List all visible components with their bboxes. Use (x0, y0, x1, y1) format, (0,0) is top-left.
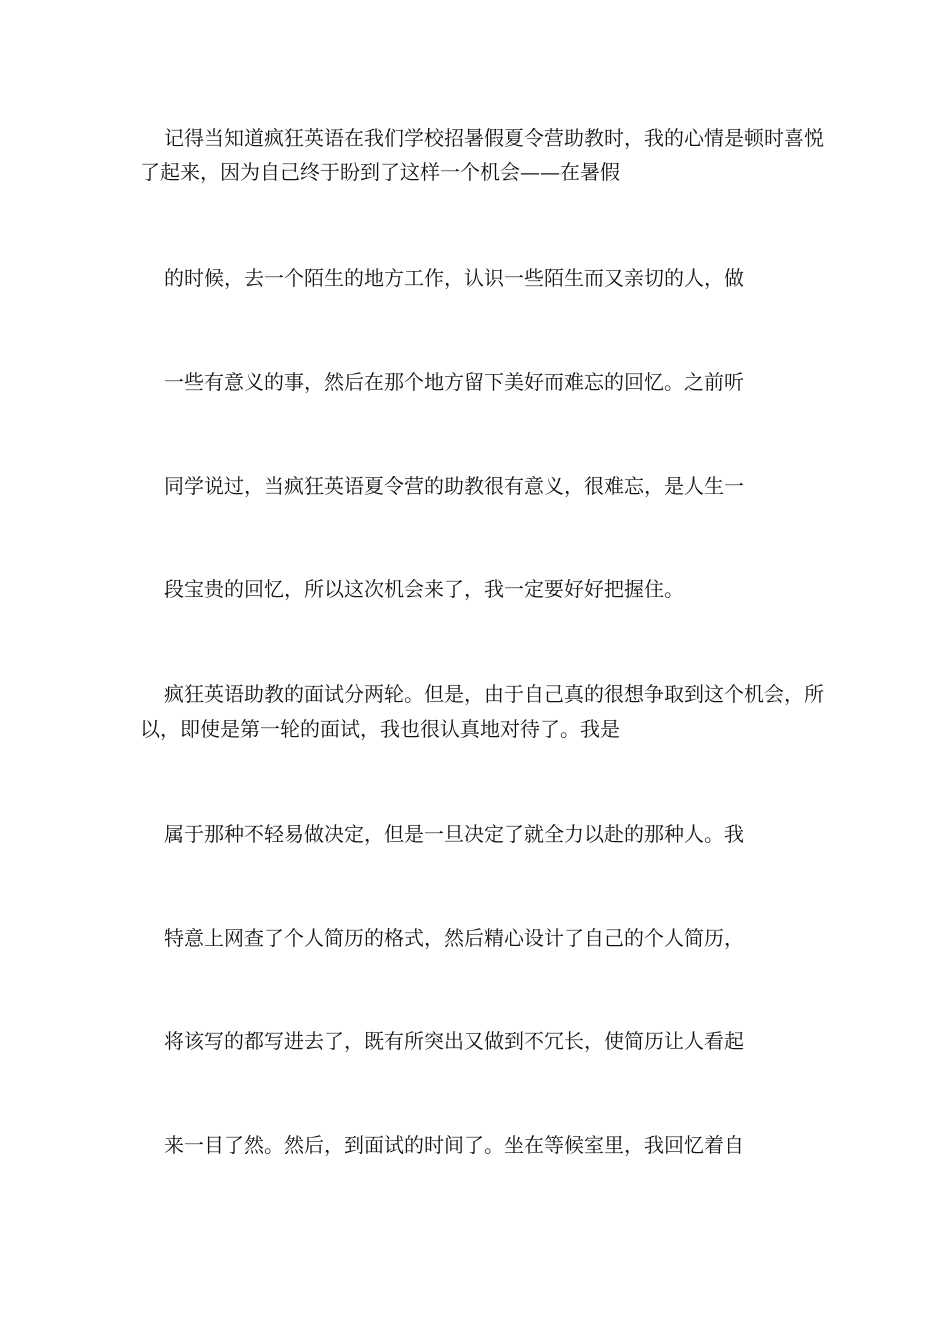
paragraph-1-line-3: 的时候，去一个陌生的地方工作，认识一些陌生而又亲切的人，做 (164, 266, 744, 290)
paragraph-2-line-1: 疯狂英语助教的面试分两轮。但是，由于自己真的很想争取到这个机会，所 (164, 682, 824, 706)
paragraph-2-line-6: 来一目了然。然后，到面试的时间了。坐在等候室里，我回忆着自 (164, 1133, 744, 1157)
paragraph-2-line-2: 以，即使是第一轮的面试，我也很认真地对待了。我是 (140, 717, 620, 741)
paragraph-1-line-5: 同学说过，当疯狂英语夏令营的助教很有意义，很难忘，是人生一 (164, 474, 744, 498)
paragraph-1-line-1: 记得当知道疯狂英语在我们学校招暑假夏令营助教时，我的心情是顿时喜悦 (164, 126, 824, 150)
paragraph-1-line-4: 一些有意义的事，然后在那个地方留下美好而难忘的回忆。之前听 (164, 370, 744, 394)
paragraph-1-line-6: 段宝贵的回忆，所以这次机会来了，我一定要好好把握住。 (164, 577, 684, 601)
paragraph-2-line-5: 将该写的都写进去了，既有所突出又做到不冗长，使简历让人看起 (164, 1029, 744, 1053)
paragraph-1-line-2: 了起来，因为自己终于盼到了这样一个机会——在暑假 (140, 160, 620, 184)
paragraph-2-line-4: 特意上网查了个人简历的格式，然后精心设计了自己的个人简历， (164, 926, 744, 950)
paragraph-2-line-3: 属于那种不轻易做决定，但是一旦决定了就全力以赴的那种人。我 (164, 822, 744, 846)
